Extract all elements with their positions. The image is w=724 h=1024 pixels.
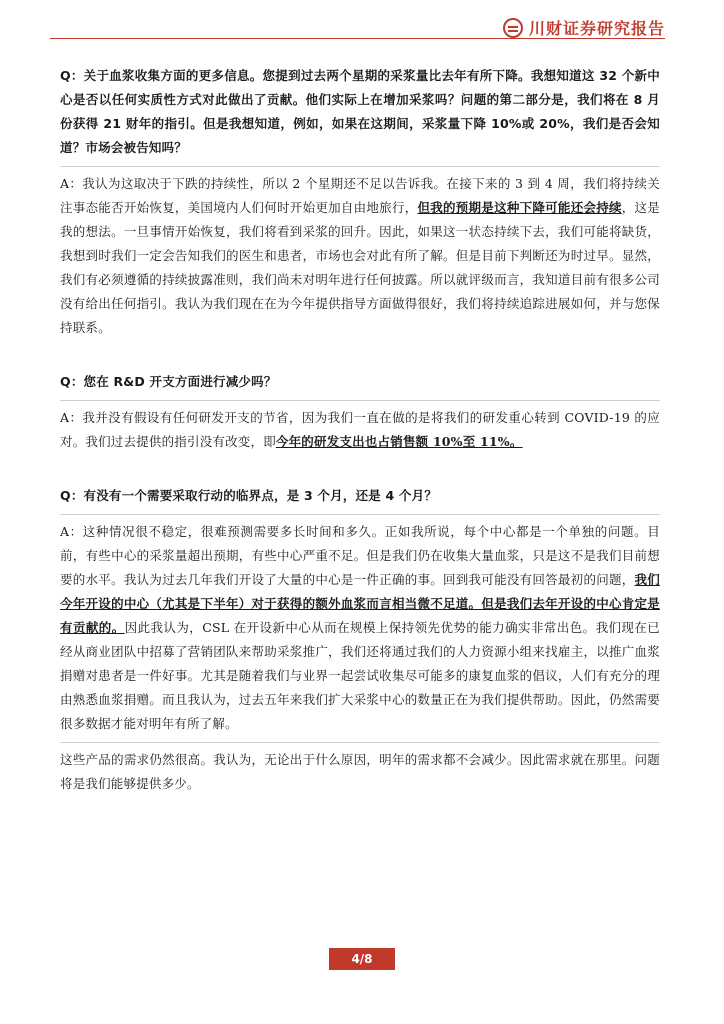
- page-number: 4/8: [329, 948, 395, 970]
- answer-1-text-cont: ，这是我的想法。一旦事情开始恢复，我们将看到采浆的回升。因此，如果这一状态持续下去，我们可能将缺货，我想到时我们一定会告知我们的医生和患者，市场也会对此有所了解。但是目前下判断还为时过早。显然，我们有必须遵循的持续披露准则，我们尚未对明年进行任何披露。所以就评级而言，我知道目前有很多公司没有给出任何指引。我认为我们现在在为今年提供指导方面做得很好，我们将持续追踪进展如何，并与您保持联系。: [60, 200, 660, 335]
- answer-2: [60, 406, 660, 454]
- header-divider: [50, 38, 665, 39]
- header-brand: [503, 16, 665, 39]
- brand-logo-icon: [503, 18, 523, 38]
- question-1: Q：关于血浆收集方面的更多信息。您提到过去两个星期的采浆量比去年有所下降。我想知道这 32 个新中心是否以任何实质性方式对此做出了贡献。他们实际上在增加采浆吗？问题的第二部分是，我们将在 8 月份获得 21 财年的指引。但是我想知道，例如，如果在这期间，采浆量下降 10%或 20%，我们是否会知道？市场会被告知吗？: [60, 68, 660, 155]
- qa-divider: [60, 514, 660, 516]
- answer-3: [60, 520, 660, 736]
- report-body: [60, 64, 660, 796]
- answer-1-text: A：我认为这取决于下跌的持续性，所以 2 个星期还不足以告诉我。在接下来的 3 到 4 周，我们将持续关注事态能否开始恢复，美国境内人们何时开始更加自由地旅行，: [60, 176, 660, 215]
- answer-3-paragraph-2: 这些产品的需求仍然很高。我认为，无论出于什么原因，明年的需求都不会减少。因此需求就在那里。问题将是我们能够提供多少。: [60, 752, 660, 791]
- answer-3-text-cont: 因此我认为，CSL 在开设新中心从而在规模上保持领先优势的能力确实非常出色。我们现在已经从商业团队中招募了营销团队来帮助采浆推广，我们还将通过我们的人力资源小组来找雇主，以推广血浆捐赠对患者是一件好事。尤其是随着我们与业界一起尝试收集尽可能多的康复血浆的倡议，人们有充分的理由熟悉血浆捐赠。而且我认为，过去五年来我们扩大采浆中心的数量正在为我们提供帮助。因此，仍然需要很多数据才能对明年有所了解。: [60, 620, 660, 731]
- answer-3-text: A：这种情况很不稳定，很难预测需要多长时间和多久。正如我所说，每个中心都是一个单独的问题。目前，有些中心的采浆量超出预期，有些中心严重不足。但是我们仍在收集大量血浆，只是这不是我们目前想要的水平。我认为过去几年我们开设了大量的中心是一件正确的事。回到我可能没有回答最初的问题，: [60, 524, 660, 587]
- answer-2-highlight: 今年的研发支出也占销售额 10%至 11%。: [275, 434, 523, 449]
- page-header: [50, 14, 665, 40]
- answer-3-highlight: 我们今年开设的中心（尤其是下半年）对于获得的额外血浆而言相当微不足道。但是我们去年开设的中心肯定是有贡献的。: [60, 572, 660, 635]
- brand-name: 川财证券研究报告: [528, 19, 665, 38]
- answer-1: [60, 172, 660, 340]
- qa-divider: [60, 742, 660, 744]
- question-2: Q：您在 R&D 开支方面进行减少吗？: [60, 374, 277, 389]
- qa-divider: [60, 400, 660, 402]
- answer-1-highlight: 但我的预期是这种下降可能还会持续: [417, 200, 622, 215]
- answer-2-text: A：我并没有假设有任何研发开支的节省，因为我们一直在做的是将我们的研发重心转到 COVID-19 的应对。我们过去提供的指引没有改变，即: [60, 410, 660, 449]
- qa-divider: [60, 166, 660, 168]
- question-3: Q：有没有一个需要采取行动的临界点，是 3 个月，还是 4 个月？: [60, 488, 438, 503]
